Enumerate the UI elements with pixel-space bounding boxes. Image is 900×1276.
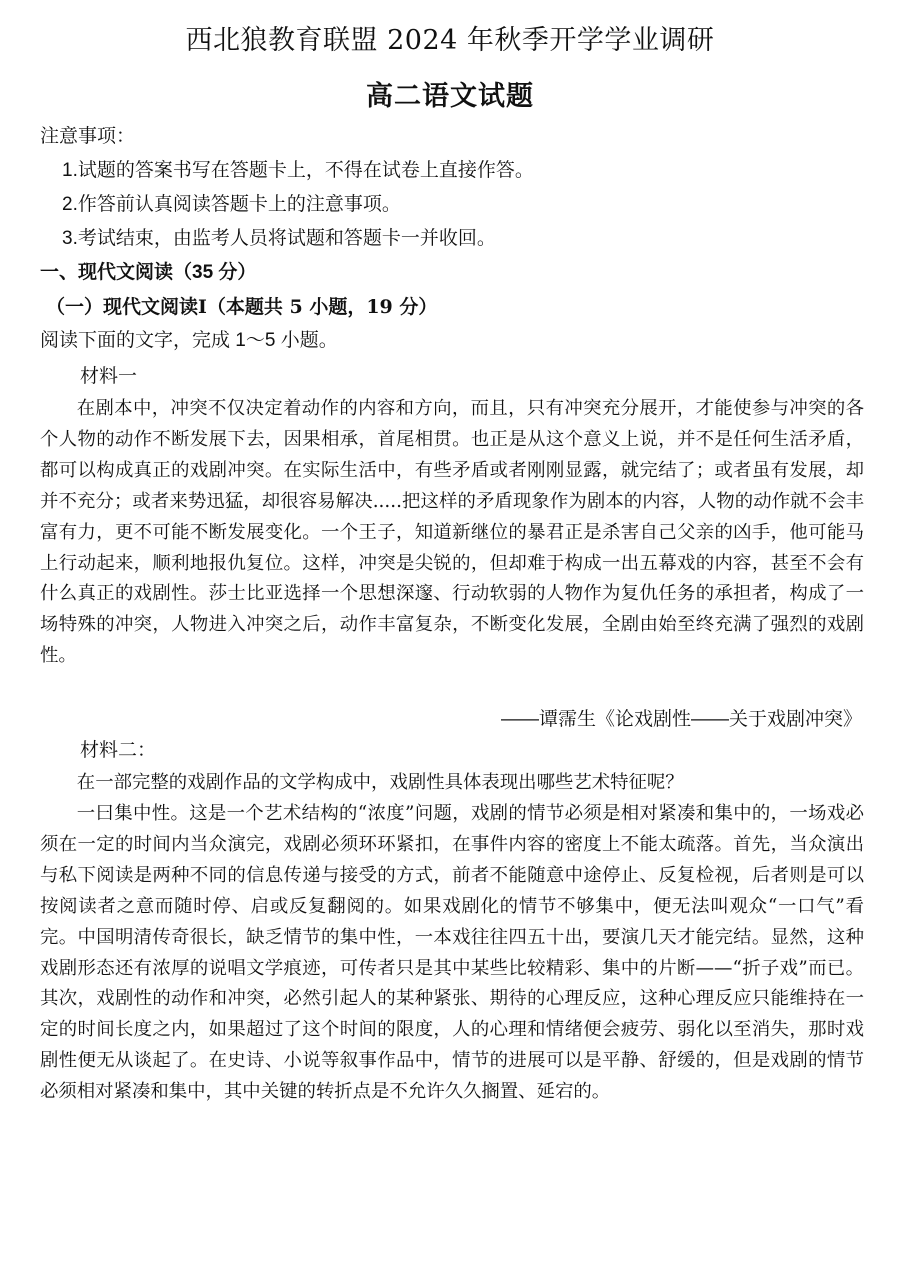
material2-paragraph-2: 一曰集中性。这是一个艺术结构的“浓度”问题，戏剧的情节必须是相对紧凑和集中的，一场戏必须在一定的时间内当众演完，戏剧必须环环紧扣，在事件内容的密度上不能太疏落。首先，当众演出与私下阅读是两种不同的信息传递与接受的方式，前者不能随意中途停止、反复检视，后者则是可以按阅读者之意而随时停、启或反复翻阅的。如果戏剧化的情节不够集中，便无法叫观众“一口气”看完。中国明清传奇很长，缺乏情节的集中性，一本戏往往四五十出，要演几天才能完结。显然，这种戏剧形态还有浓厚的说唱文学痕迹，可传者只是其中某些比较精彩、集中的片断——“折子戏”而已。其次，戏剧性的动作和冲突，必然引起人的某种紧张、期待的心理反应，这种心理反应只能维持在一定的时间长度之内，如果超过了这个时间的限度，人的心理和情绪便会疲劳、弱化以至消失，那时戏剧性便无从谈起了。在史诗、小说等叙事作品中，情节的进展可以是平静、舒缓的，但是戏剧的情节必须相对紧凑和集中，其中关键的转折点是不允许久久搁置、延宕的。: [40, 803, 864, 1103]
section-heading: 一、现代文阅读（35 分）: [40, 262, 257, 283]
material2-paragraph-1: 在一部完整的戏剧作品的文学构成中，戏剧性具体表现出哪些艺术特征呢？: [76, 772, 684, 793]
material2-label: 材料二：: [80, 740, 157, 761]
exam-subtitle: 高二语文试题: [366, 81, 534, 112]
material1-source: ——谭霈生《论戏剧性——关于戏剧冲突》: [500, 709, 862, 730]
notice-item-3: 3.考试结束，由监考人员将试题和答题卡一并收回。: [62, 228, 496, 249]
notice-item-1: 1.试题的答案书写在答题卡上，不得在试卷上直接作答。: [62, 160, 534, 181]
notice-heading: 注意事项：: [40, 126, 136, 147]
material1-text: 在剧本中，冲突不仅决定着动作的内容和方向，而且，只有冲突充分展开，才能使参与冲突的各个人物的动作不断发展下去，因果相承，首尾相贯。也正是从这个意义上说，并不是任何生活矛盾，都可以构成真正的戏剧冲突。在实际生活中，有些矛盾或者刚刚显露，就完结了；或者虽有发展，却并不充分；或者来势迅猛，却很容易解决.....把这样的矛盾现象作为剧本的内容，人物的动作就不会丰富有力，更不可能不断发展变化。一个王子，知道新继位的暴君正是杀害自己父亲的凶手，他可能马上行动起来，顺利地报仇复位。这样，冲突是尖锐的，但却难于构成一出五幕戏的内容，甚至不会有什么真正的戏剧性。莎士比亚选择一个思想深邃、行动软弱的人物作为复仇任务的承担者，构成了一场特殊的冲突，人物进入冲突之后，动作丰富复杂，不断变化发展，全剧由始至终充满了强烈的戏剧性。: [40, 398, 864, 667]
exam-title: 西北狼教育联盟 2024 年秋季开学学业调研: [185, 25, 715, 56]
notice-item-2: 2.作答前认真阅读答题卡上的注意事项。: [62, 194, 401, 215]
material1-label: 材料一: [80, 366, 138, 387]
reading-instruction: 阅读下面的文字，完成 1～5 小题。: [40, 330, 338, 351]
subsection-heading: （一）现代文阅读Ⅰ（本题共 5 小题，19 分）: [46, 296, 438, 318]
